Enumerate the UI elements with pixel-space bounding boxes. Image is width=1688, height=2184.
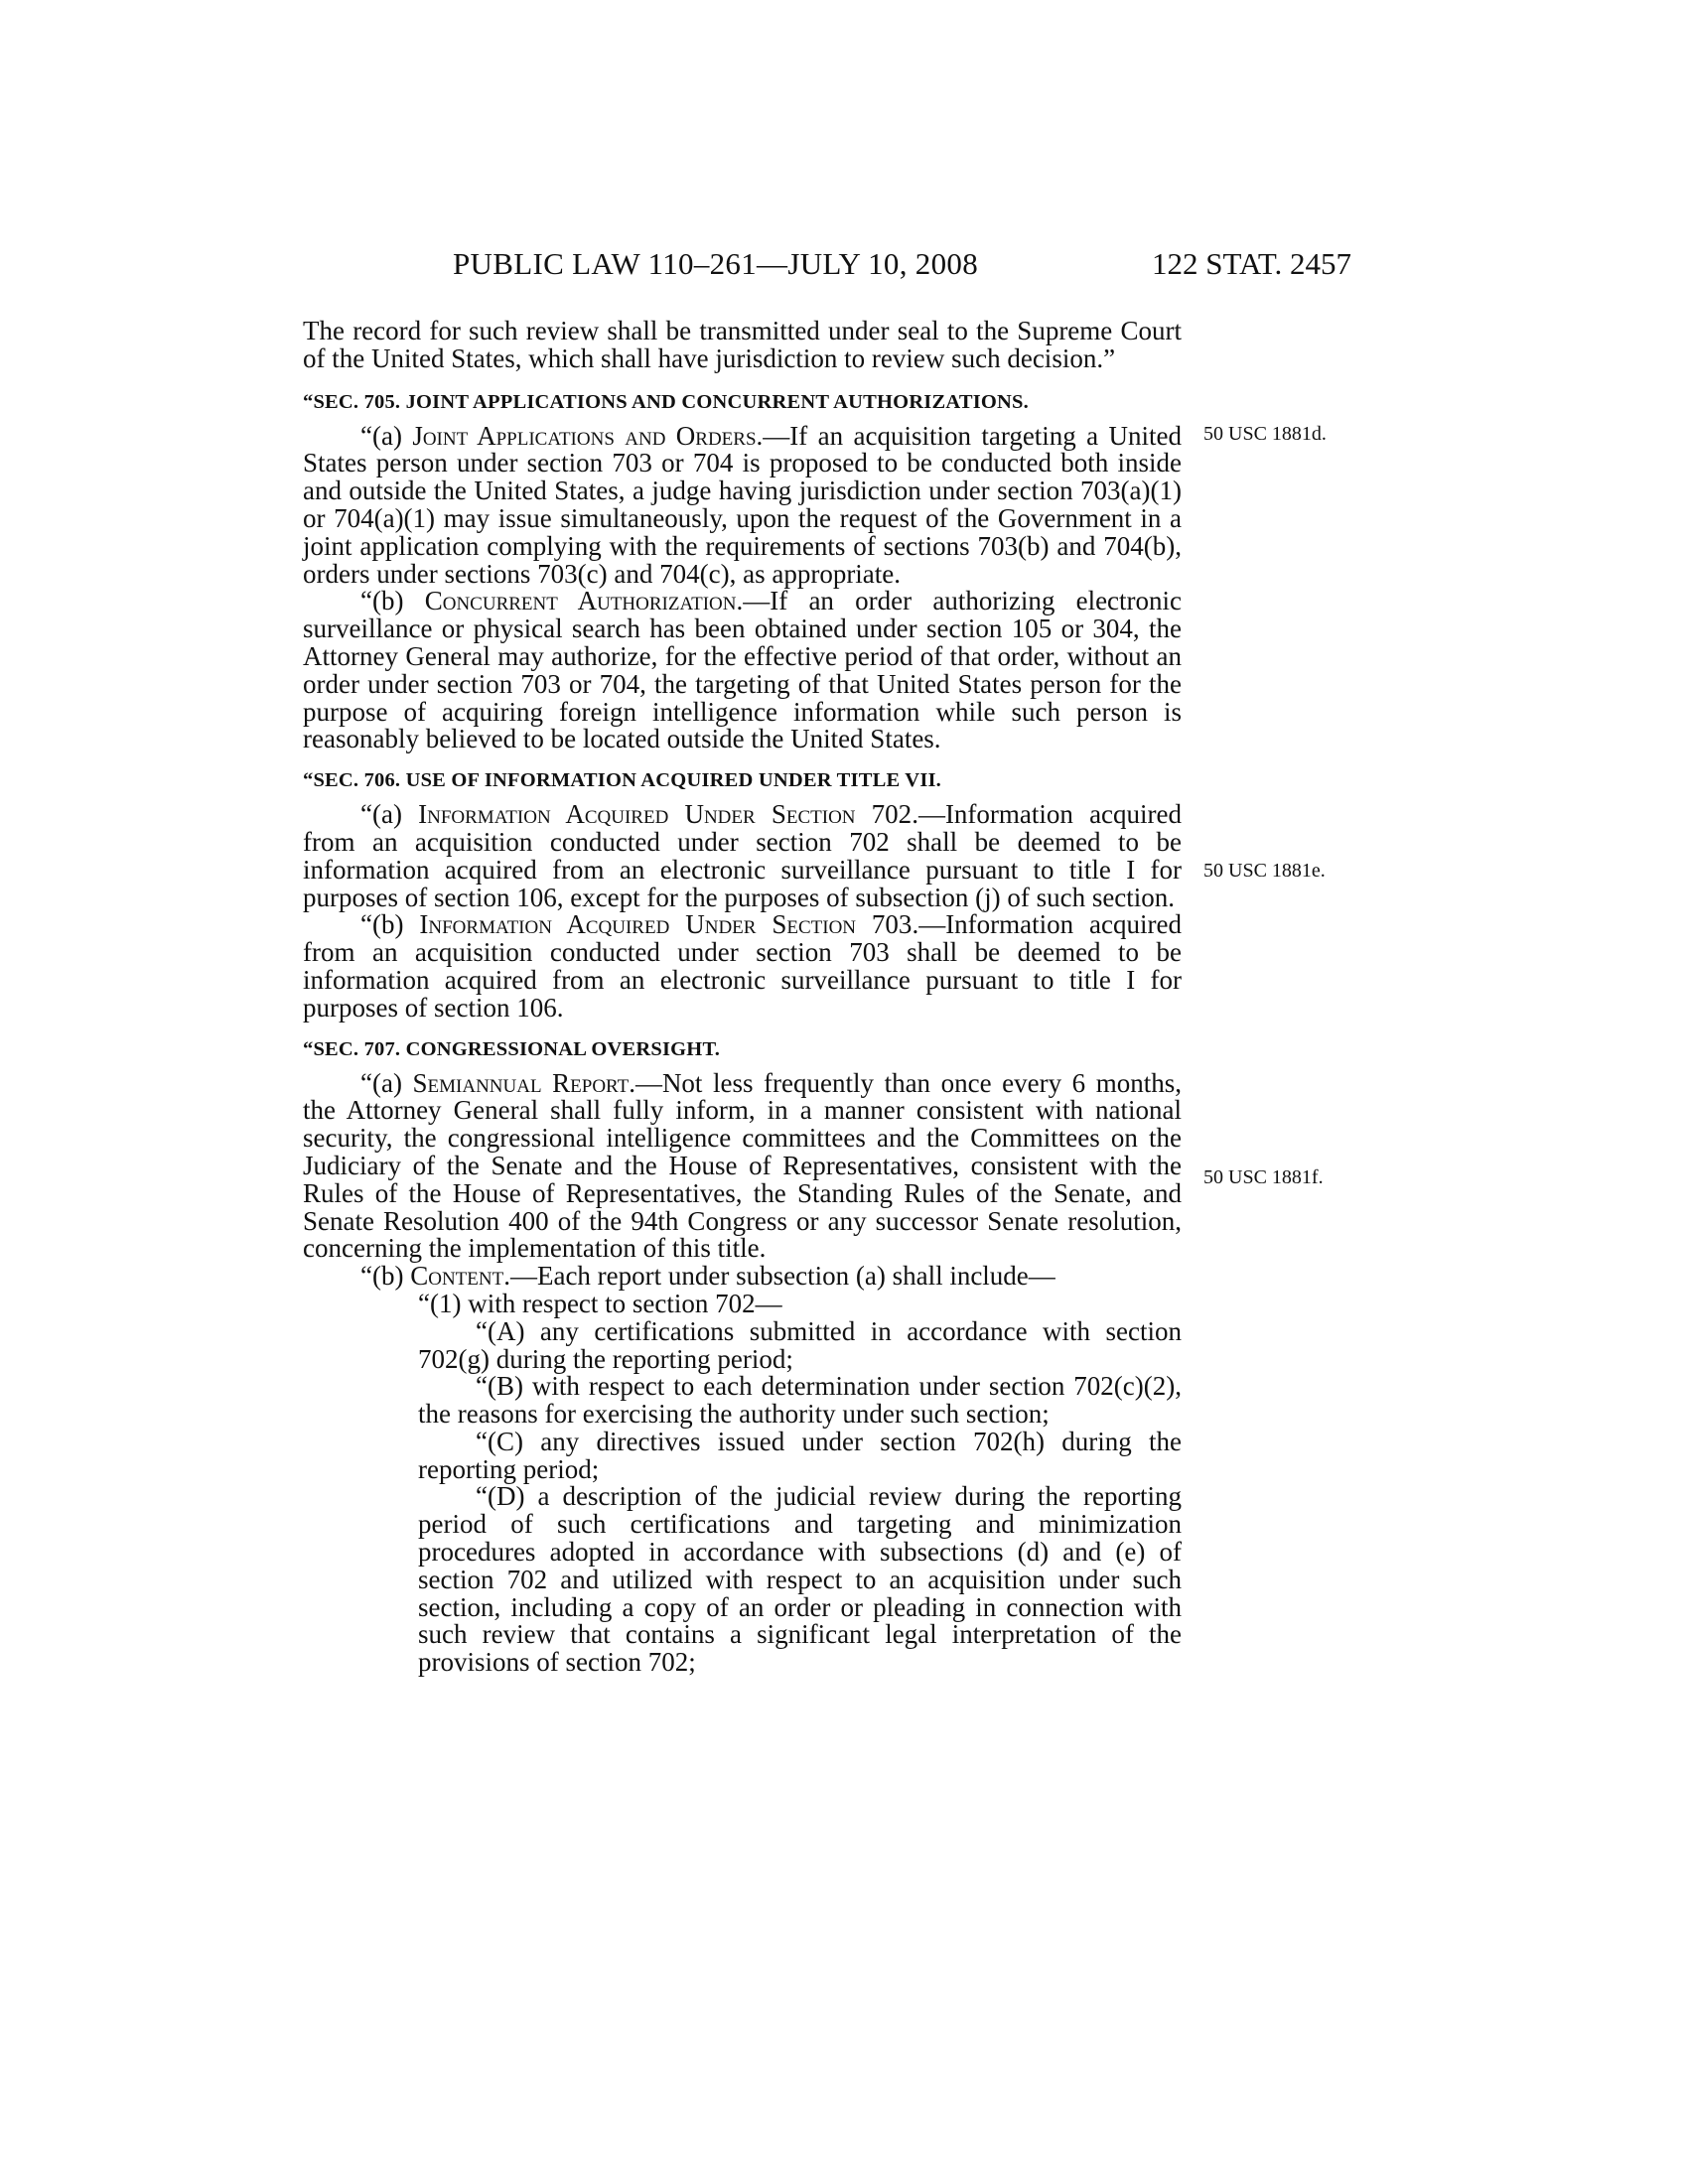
sec-707-a-paragraph — [303, 1067, 1182, 1264]
sec-706-heading: “SEC. 706. USE OF INFORMATION ACQUIRED UNDER TITLE VII. — [303, 769, 941, 792]
sec-705-a-prefix: “(a) — [360, 420, 413, 451]
sec-706-a-title: Information Acquired Under Section 702 — [418, 799, 913, 830]
margin-note-1881e: 50 USC 1881e. — [1203, 860, 1326, 882]
running-head-title: PUBLIC LAW 110–261—JULY 10, 2008 — [453, 246, 979, 281]
statute-body — [303, 318, 1182, 1677]
intro-paragraph: The record for such review shall be transmitted under seal to the Supreme Court of the United States, which shall have jurisdiction to review such decision.” — [303, 316, 1182, 373]
sec-705-a-title: Joint Applications and Orders — [412, 420, 757, 451]
sec-706-b-prefix: “(b) — [360, 909, 420, 940]
sec-707-b-prefix: “(b) — [360, 1261, 411, 1292]
sec-707-b-1-D-paragraph: “(D) a description of the judicial review during the reporting period of such certifications and targeting and minimization procedures adopted in accordance with subsections (d) and (e) of section 702 and utilized with respect to an acquisition under such section, including a copy of an order or pleading in connection with such review that contains a significant legal interpretation of the provisions of section 702; — [418, 1481, 1182, 1678]
sec-705-heading: “SEC. 705. JOINT APPLICATIONS AND CONCURRENT AUTHORIZATIONS. — [303, 390, 1029, 413]
sec-706-b-title: Information Acquired Under Section 703 — [419, 909, 913, 940]
sec-706-b-text: .—Information acquired from an acquisition conducted under section 703 shall be deemed to be information acquired from an electronic surveillance pursuant to title I for purposes of section 106. — [303, 909, 1183, 1023]
sec-707-a-text: .—Not less frequently than once every 6 months, the Attorney General shall fully inform, in a manner consistent with national security, the congressional intelligence committees and the Committees on the Judiciary of the Senate and the House of Representatives, consistent with the Rules of the House of Representatives, the Standing Rules of the Senate, and Senate Resolution 400 of the 94th Congress or any successor Senate resolution, concerning the implementation of this title. — [303, 1067, 1182, 1264]
sec-707-b-1-B-paragraph: “(B) with respect to each determination under section 702(c)(2), the reasons for exercising the authority under such section; — [418, 1371, 1182, 1430]
sec-705-a-paragraph — [303, 420, 1183, 589]
sec-707-b-title: Content — [410, 1261, 504, 1292]
sec-705-b-paragraph — [303, 588, 1182, 753]
sec-707-a-prefix: “(a) — [360, 1067, 413, 1098]
sec-707-b-paragraph — [303, 1263, 1182, 1291]
sec-706-b-paragraph — [303, 911, 1182, 1022]
sec-707-a-title: Semiannual Report — [412, 1067, 630, 1098]
sec-706-a-text: .—Information acquired from an acquisition conducted under section 702 shall be deemed to be information acquired from an electronic surveillance pursuant to title I for purposes of section 106, except for the purposes of subsection (j) of such section. — [303, 799, 1183, 912]
sec-707-b-text: .—Each report under subsection (a) shall include— — [503, 1261, 1055, 1292]
sec-707-heading: “SEC. 707. CONGRESSIONAL OVERSIGHT. — [303, 1037, 721, 1060]
margin-note-1881d: 50 USC 1881d. — [1203, 423, 1327, 445]
sec-705-b-title: Concurrent Authorization — [424, 586, 737, 616]
sec-706-a-prefix: “(a) — [360, 799, 419, 830]
sec-706-a-paragraph — [303, 801, 1182, 911]
statute-page-number: 122 STAT. 2457 — [1152, 246, 1352, 281]
sec-705-b-prefix: “(b) — [360, 586, 425, 616]
margin-note-1881f: 50 USC 1881f. — [1203, 1166, 1324, 1188]
sec-705-b-text: .—If an order authorizing electronic surveillance or physical search has been obtained under section 105 or 304, the Attorney General may authorize, for the effective period of that order, without an order under section 703 or 704, the targeting of that United States person for the purpose of acquiring foreign intelligence information while such person is reasonably believed to be located outside the United States. — [303, 586, 1183, 754]
sec-705-a-text: .—If an acquisition targeting a United States person under section 703 or 704 is proposed to be conducted both inside and outside the United States, a judge having jurisdiction under section 703(a)(1) or 704(a)(1) may issue simultaneously, upon the request of the Government in a joint application complying with the requirements of sections 703(b) and 704(b), orders under sections 703(c) and 704(c), as appropriate. — [303, 420, 1183, 589]
sec-707-b-1-paragraph: “(1) with respect to section 702— — [418, 1288, 782, 1318]
page-header — [0, 246, 1688, 286]
sec-707-b-1-C-paragraph: “(C) any directives issued under section 702(h) during the reporting period; — [418, 1426, 1182, 1484]
sec-707-b-1-A-paragraph: “(A) any certifications submitted in accordance with section 702(g) during the reporting period; — [418, 1315, 1182, 1374]
